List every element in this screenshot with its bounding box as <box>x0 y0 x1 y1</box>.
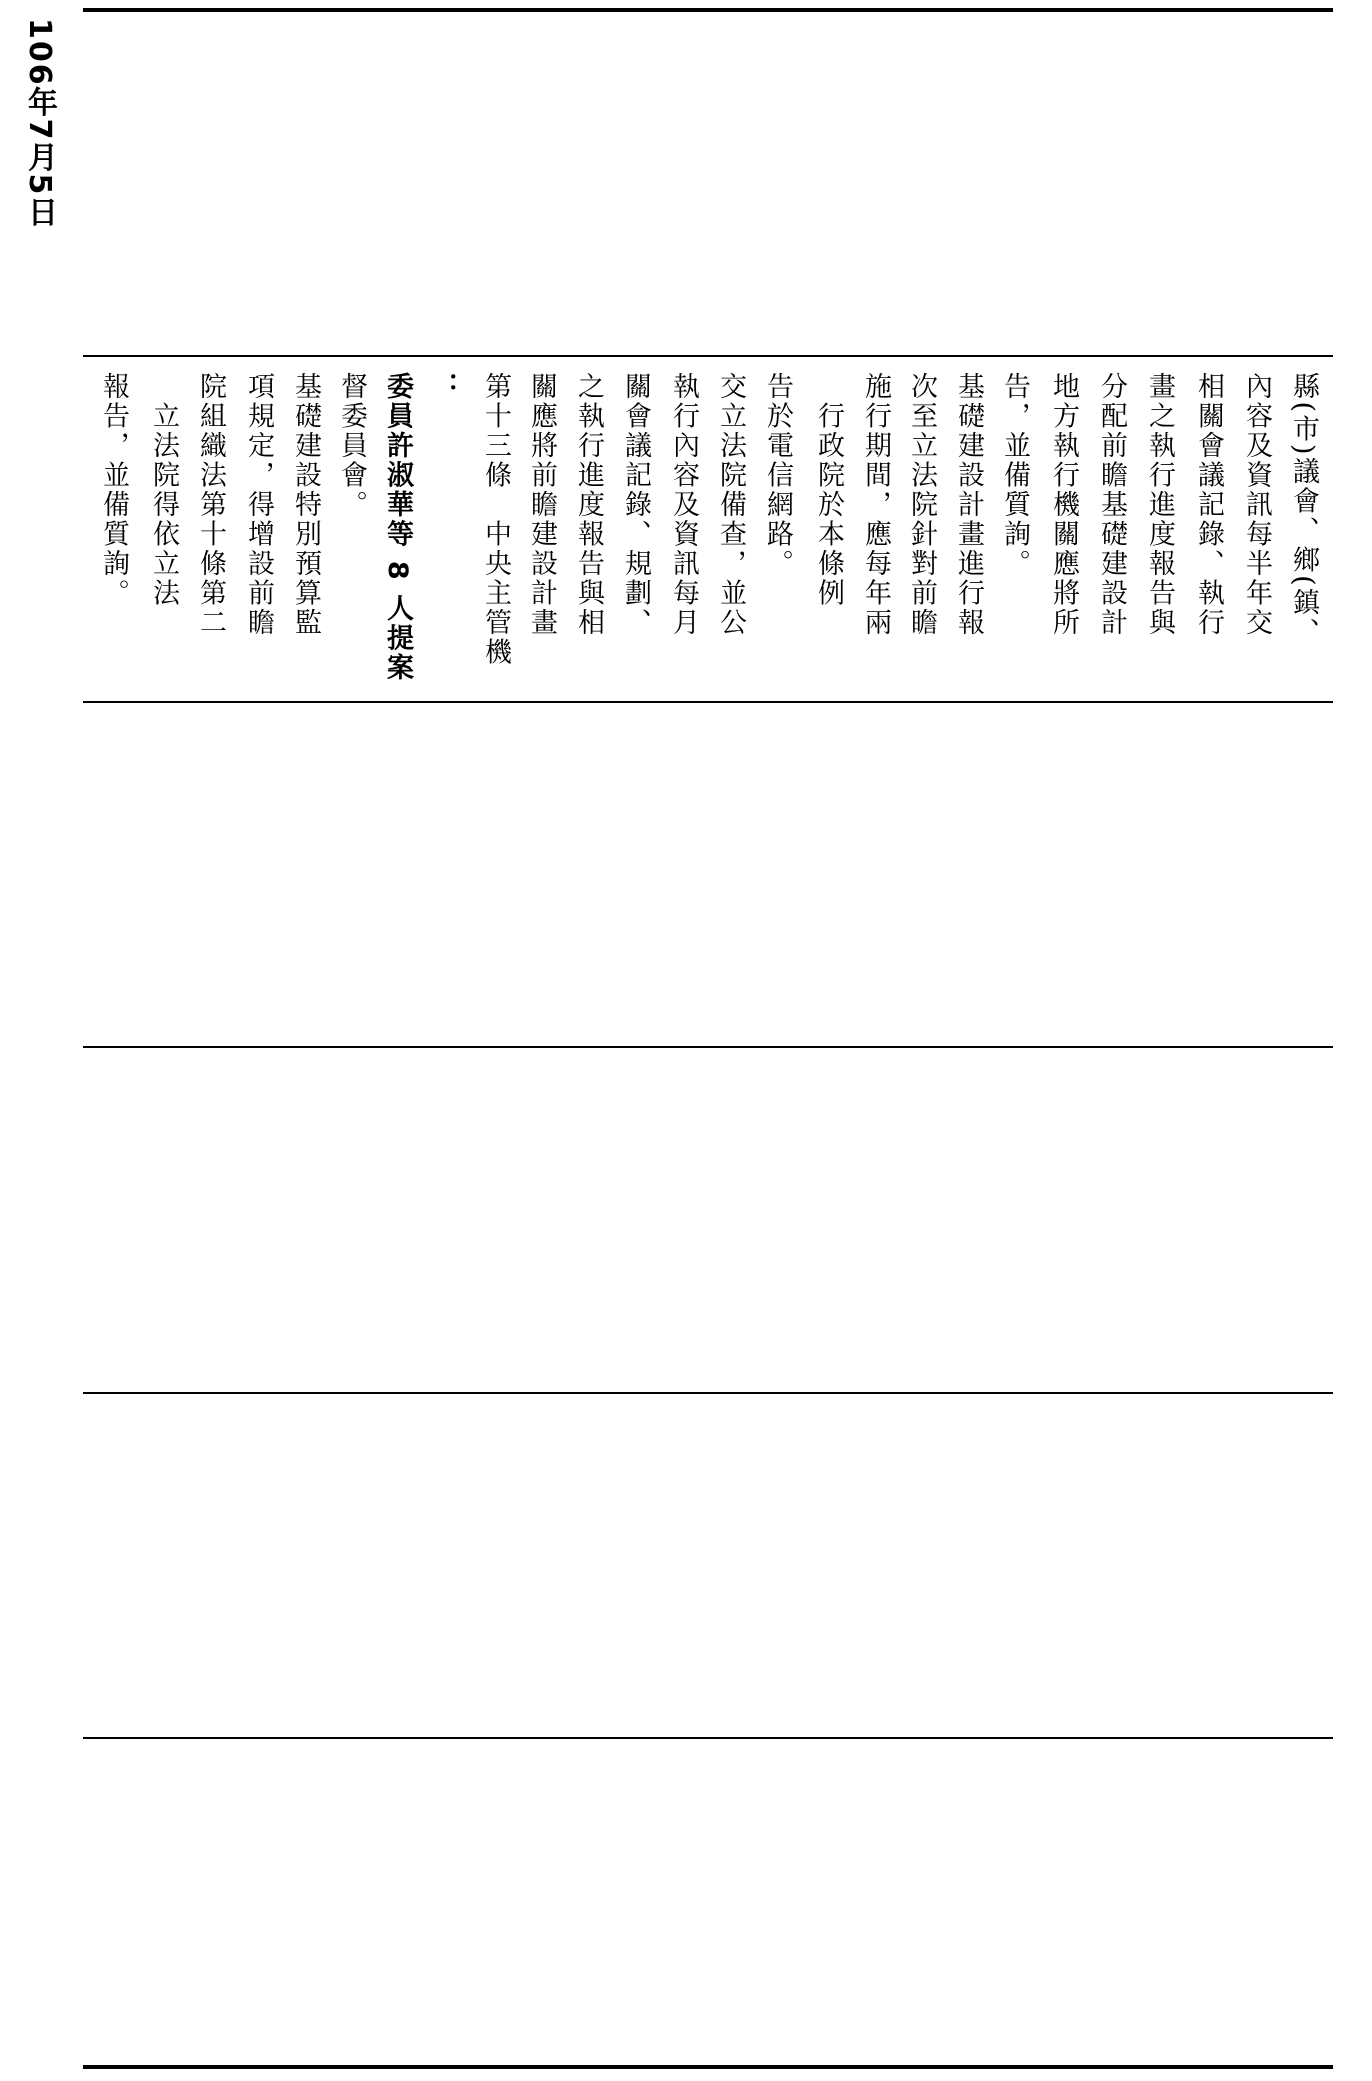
text-line: 基礎建設計畫進行報 <box>953 372 984 638</box>
text-line: 督委員會。 <box>336 372 367 520</box>
divider-line <box>83 1392 1333 1394</box>
text-line: 相關會議記錄、執行 <box>1193 372 1224 638</box>
text-line: 施行期間，應每年兩 <box>860 372 891 638</box>
text-line: 關應將前瞻建設計畫 <box>526 372 557 638</box>
text-line: 地方執行機關應將所 <box>1048 372 1079 638</box>
text-line: 第十三條 中央主管機 <box>480 372 511 667</box>
text-line: 基礎建設特別預算監 <box>290 372 321 638</box>
text-line: 次至立法院針對前瞻 <box>906 372 937 638</box>
divider-line <box>83 355 1333 357</box>
proposal-heading: 委員許淑華等 8 人提案 <box>382 372 413 683</box>
text-line: 內容及資訊每半年交 <box>1241 372 1272 638</box>
text-line: 畫之執行進度報告與 <box>1144 372 1175 638</box>
text-line: 項規定，得增設前瞻 <box>243 372 274 638</box>
proposal-heading-colon: ： <box>428 372 459 402</box>
divider-line <box>83 1737 1333 1739</box>
text-line: 交立法院備查，並公 <box>715 372 746 638</box>
bottom-rule <box>83 2065 1333 2069</box>
text-line: 之執行進度報告與相 <box>573 372 604 638</box>
page-date: 106年7月5日 <box>22 18 57 229</box>
text-line: 關會議記錄、規劃、 <box>620 372 651 638</box>
text-line: 立法院得依立法 <box>148 372 179 608</box>
text-line: 縣(市)議會、鄉(鎮、 <box>1288 372 1319 648</box>
text-line: 告，並備質詢。 <box>999 372 1030 579</box>
text-line: 分配前瞻基礎建設計 <box>1096 372 1127 638</box>
text-line: 告於電信網路。 <box>762 372 793 579</box>
text-line: 執行內容及資訊每月 <box>668 372 699 638</box>
text-line: 院組織法第十條第二 <box>195 372 226 638</box>
text-line: 行政院於本條例 <box>813 372 844 608</box>
divider-line <box>83 1046 1333 1048</box>
top-rule <box>83 8 1333 12</box>
text-line: 報告，並備質詢。 <box>98 372 129 608</box>
